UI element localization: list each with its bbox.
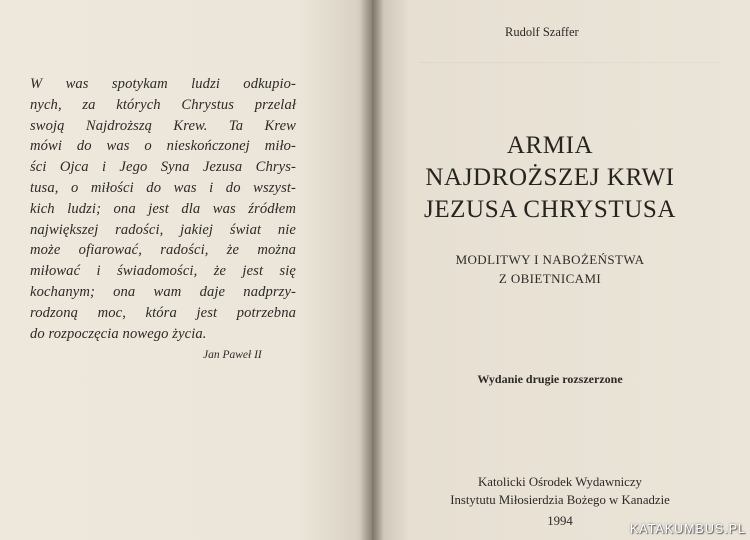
quote-line: swoją Najdroższą Krew. Ta Krew: [30, 117, 296, 134]
quote-line: kochanym; ona wam daje nadprzy-: [30, 283, 296, 300]
publisher-line: Instytutu Miłosierdzia Bożego w Kanadzie: [450, 492, 670, 507]
subtitle-line: Z OBIETNICAMI: [498, 271, 602, 286]
quote-line: największej radości, jakiej świat nie: [30, 221, 296, 238]
quote-line: kich ludzi; ona jest dla was źródłem: [30, 200, 296, 217]
quote-line: rodzoną moc, która jest potrzebna: [30, 304, 296, 321]
author-name: Rudolf Szaffer: [505, 25, 579, 39]
site-watermark: KATAKUMBUS.PL: [629, 522, 746, 536]
book-gutter: [360, 0, 384, 540]
publication-year: 1994: [547, 514, 573, 528]
papal-quote: [30, 74, 296, 344]
quote-line: nych, za których Chrystus przelał: [30, 96, 296, 113]
subtitle-line: MODLITWY I NABOŻEŃSTWA: [455, 252, 645, 267]
publisher: [410, 474, 710, 509]
book-title: [410, 130, 690, 226]
quote-line: mówi do was o nieskończonej miło-: [30, 138, 296, 155]
book-subtitle: [410, 250, 690, 288]
publisher-line: Katolicki Ośrodek Wydawniczy: [478, 475, 642, 489]
quote-line: tusa, o miłości do was i do wszyst-: [30, 179, 296, 196]
quote-signature: Jan Paweł II: [203, 349, 262, 361]
quote-line: miłować i świadomości, że jest się: [30, 263, 296, 280]
title-line: JEZUSA CHRYSTUSA: [423, 196, 677, 223]
quote-line: może ofiarować, radości, że można: [30, 242, 296, 259]
title-line: NAJDROŻSZEJ KRWI: [425, 164, 675, 191]
quote-line: ści Ojca i Jego Syna Jezusa Chrys-: [30, 159, 296, 176]
quote-line: W was spotykam ludzi odkupio-: [30, 76, 296, 92]
title-line: ARMIA: [506, 132, 594, 159]
edition-note: Wydanie drugie rozszerzone: [477, 372, 623, 386]
quote-line: do rozpoczęcia nowego życia.: [30, 325, 207, 342]
